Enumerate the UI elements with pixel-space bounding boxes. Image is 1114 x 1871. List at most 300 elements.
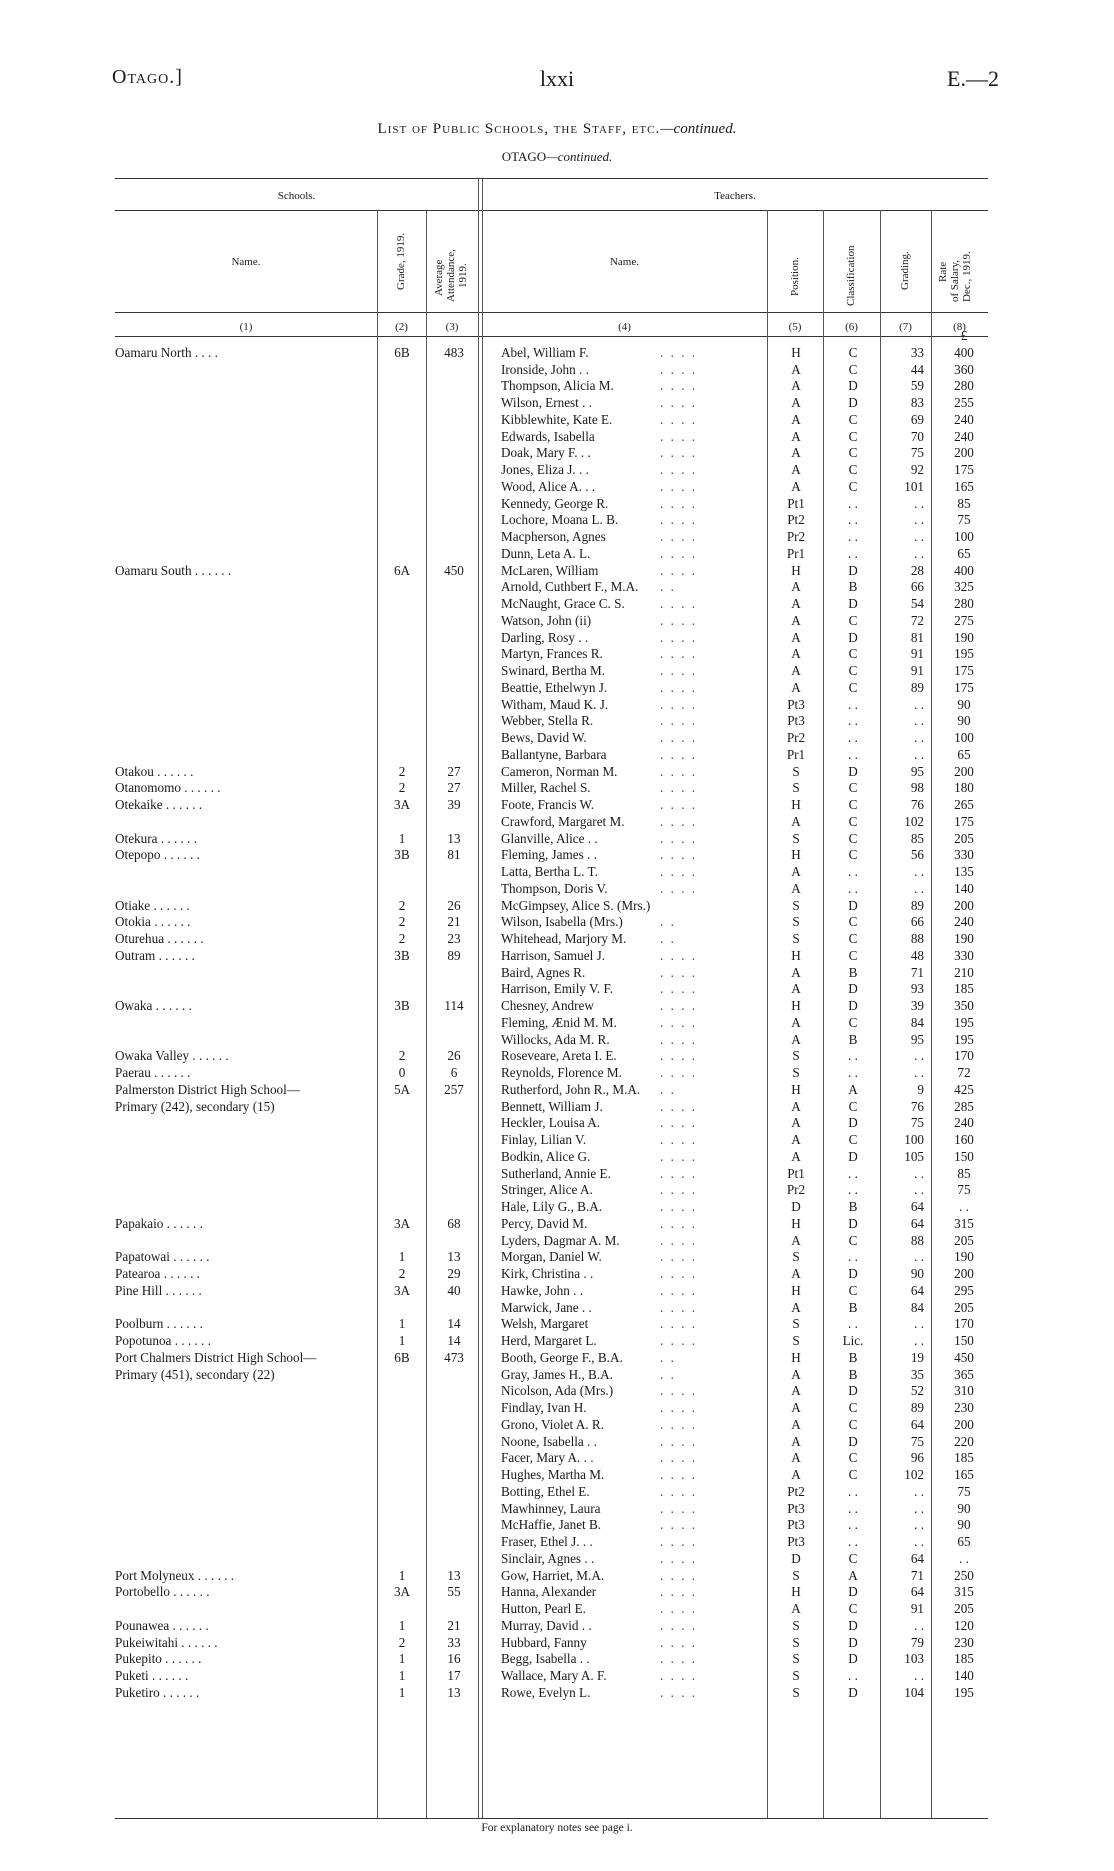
teacher-name-cell: Foote, Francis W. <box>501 797 595 812</box>
header-group-rule <box>115 210 988 211</box>
position-cell: A <box>791 1433 801 1449</box>
grading-cell: 71 <box>910 964 924 980</box>
grading-cell: 95 <box>910 1031 924 1047</box>
position-cell: A <box>791 378 801 394</box>
school-cell: Puketiro . . . . . . <box>115 1684 200 1700</box>
table-row <box>115 1685 988 1702</box>
salary-cell: 250 <box>954 1567 974 1583</box>
grade-cell: 6B <box>394 1349 410 1365</box>
position-header: Position. <box>789 257 801 296</box>
salary-cell: 205 <box>954 1299 974 1315</box>
grade-cell: 3A <box>393 1282 411 1298</box>
leader-dots: . . . . <box>660 964 698 980</box>
position-cell: A <box>791 428 801 444</box>
table-row <box>115 663 988 680</box>
school-cell: Oamaru South . . . . . . <box>115 562 232 578</box>
position-cell: A <box>791 361 801 377</box>
grading-cell: 90 <box>910 1266 924 1281</box>
table-row <box>115 1300 988 1317</box>
table-row <box>115 1249 988 1266</box>
table-row <box>115 1283 988 1300</box>
salary-cell: 175 <box>954 813 974 829</box>
attendance-cell: 473 <box>444 1349 464 1365</box>
footer-note: For explanatory notes see page i. <box>481 1822 633 1834</box>
teacher-name-cell: Hutton, Pearl E. <box>501 1601 586 1616</box>
teacher-name-cell: Macpherson, Agnes <box>501 529 606 544</box>
grade-cell: 2 <box>398 897 406 913</box>
grade-cell: 5A <box>393 1081 411 1097</box>
teacher-name-cell: Wilson, Isabella (Mrs.) <box>501 914 623 930</box>
position-cell: S <box>792 1249 800 1265</box>
grading-cell: . . <box>914 1483 924 1499</box>
salary-cell: 210 <box>954 964 974 980</box>
teacher-name-cell: Harrison, Samuel J. <box>501 947 606 963</box>
salary-cell: 265 <box>954 797 974 812</box>
salary-cell: 200 <box>954 445 974 461</box>
leader-dots: . . . . <box>660 696 698 712</box>
leader-dots: . . . . <box>660 1215 698 1231</box>
position-cell: H <box>791 1282 801 1298</box>
grading-cell: 72 <box>910 612 924 628</box>
salary-cell: 75 <box>957 1182 971 1198</box>
attendance-cell: 14 <box>447 1316 461 1332</box>
position-cell: A <box>791 478 801 494</box>
school-cell: Port Molyneux . . . . . . <box>115 1567 235 1583</box>
leader-dots: . . . . <box>660 981 698 997</box>
classification-cell: . . <box>848 1500 858 1516</box>
leader-dots: . . . . <box>660 1299 698 1315</box>
leader-dots: . . . . <box>660 1333 698 1348</box>
salary-cell: 165 <box>954 1467 974 1482</box>
classification-cell: C <box>848 931 858 946</box>
teacher-name-cell: Kibblewhite, Kate E. <box>501 411 613 427</box>
grading-cell: . . <box>914 512 924 528</box>
table-row <box>115 1350 988 1367</box>
table-row <box>115 797 988 814</box>
teacher-name-cell: Lochore, Moana L. B. <box>501 512 619 528</box>
leader-dots: . . . . <box>660 1132 698 1147</box>
col-number-8: (8) <box>953 321 966 333</box>
attendance-cell: 81 <box>447 847 461 863</box>
classification-cell: . . <box>848 1534 858 1549</box>
table-row <box>115 1601 988 1618</box>
grading-cell: 69 <box>910 411 924 427</box>
classification-cell: D <box>848 1433 858 1449</box>
teacher-name-cell: Begg, Isabella . . <box>501 1651 590 1667</box>
leader-dots: . . . . <box>660 1584 698 1600</box>
attendance-cell: 89 <box>447 947 461 963</box>
table-row <box>115 1668 988 1685</box>
salary-cell: 285 <box>954 1098 974 1114</box>
position-cell: H <box>791 562 801 578</box>
leader-dots: . . . . <box>660 1534 698 1549</box>
table-row <box>115 680 988 697</box>
school-cell: Owaka Valley . . . . . . <box>115 1048 229 1064</box>
leader-dots: . . . . <box>660 1098 698 1114</box>
salary-cell: 330 <box>954 947 974 963</box>
grading-cell: 48 <box>910 947 924 963</box>
grading-cell: 59 <box>910 378 924 394</box>
grading-cell: 92 <box>910 462 924 477</box>
leader-dots: . . . . <box>660 763 698 779</box>
position-cell: A <box>791 445 801 461</box>
attendance-cell: 27 <box>447 763 461 779</box>
table-row <box>115 345 988 362</box>
leader-dots: . . . . <box>660 679 698 695</box>
salary-cell: 165 <box>954 478 974 494</box>
position-cell: Pt2 <box>787 1483 805 1499</box>
salary-cell: 135 <box>954 864 974 879</box>
teacher-name-cell: Fleming, Ænid M. M. <box>501 1014 617 1030</box>
grading-cell: 66 <box>910 579 924 595</box>
position-cell: S <box>792 1651 800 1667</box>
school-cell: Portobello . . . . . . <box>115 1584 210 1600</box>
leader-dots: . . . . <box>660 1182 698 1198</box>
table-row <box>115 1501 988 1518</box>
position-cell: A <box>791 864 801 879</box>
grading-cell: . . <box>914 730 924 745</box>
teacher-name-cell: Sinclair, Agnes . . <box>501 1550 595 1566</box>
page-subtitle-suffix: —continued. <box>546 149 613 164</box>
attendance-cell: 21 <box>447 1617 461 1633</box>
grading-cell: 52 <box>910 1383 924 1399</box>
classification-cell: . . <box>848 1182 858 1198</box>
col-number-1: (1) <box>239 321 253 333</box>
schools-group-heading: Schools. <box>277 190 316 202</box>
grading-cell: . . <box>914 1316 924 1332</box>
salary-cell: 140 <box>954 1668 974 1683</box>
position-cell: H <box>791 1584 801 1600</box>
salary-cell: 195 <box>954 646 974 662</box>
position-cell: A <box>791 629 801 645</box>
page-subtitle <box>0 149 1114 165</box>
school-cell: Otokia . . . . . . <box>115 914 191 930</box>
leader-dots: . . . . <box>660 1550 698 1566</box>
salary-cell: 240 <box>954 428 974 444</box>
position-cell: Pr1 <box>786 746 806 762</box>
classification-cell: D <box>848 378 858 394</box>
position-cell: A <box>791 1266 801 1281</box>
position-cell: H <box>791 947 801 963</box>
leader-dots: . . . . <box>660 612 698 628</box>
school-cell: Otekura . . . . . . <box>115 830 198 846</box>
position-cell: H <box>791 1349 801 1365</box>
position-cell: A <box>791 1014 801 1030</box>
salary-cell: . . <box>959 1199 969 1214</box>
teacher-name-cell: Witham, Maud K. J. <box>501 696 609 712</box>
teacher-name-cell: Hughes, Martha M. <box>501 1467 605 1482</box>
grading-cell: . . <box>914 1534 924 1549</box>
leader-dots: . . . . <box>660 880 698 896</box>
table-row <box>115 1032 988 1049</box>
position-cell: A <box>791 646 801 662</box>
school-name-header: Name. <box>231 256 261 268</box>
attendance-header-line3: 1919. <box>457 263 469 288</box>
running-header-left: Otago.] <box>112 66 183 88</box>
grading-cell: 64 <box>910 1215 924 1231</box>
classification-cell: C <box>848 478 858 494</box>
grading-cell: 35 <box>910 1366 924 1382</box>
table-row <box>115 1400 988 1417</box>
position-cell: A <box>791 1299 801 1315</box>
grading-cell: . . <box>914 696 924 712</box>
salary-header-line2: of Salary, <box>949 259 961 302</box>
salary-cell: 330 <box>954 847 974 863</box>
grading-cell: 44 <box>910 361 924 377</box>
salary-cell: 160 <box>954 1132 974 1147</box>
salary-cell: 190 <box>954 629 974 645</box>
leader-dots: . . . . <box>660 1601 698 1616</box>
position-cell: S <box>792 1617 800 1633</box>
grading-cell: 56 <box>910 847 924 863</box>
leader-dots: . . . . <box>660 1416 698 1432</box>
salary-cell: 150 <box>954 1148 974 1164</box>
grading-cell: 104 <box>904 1684 924 1700</box>
attendance-header-line1: Average <box>433 259 445 296</box>
teacher-name-cell: Darling, Rosy . . <box>501 629 589 645</box>
salary-cell: 450 <box>954 1349 974 1365</box>
attendance-cell: 13 <box>447 1684 461 1700</box>
teacher-name-cell: Jones, Eliza J. . . <box>501 462 589 477</box>
classification-cell: . . <box>848 1065 858 1080</box>
grade-cell: 1 <box>398 1651 406 1667</box>
position-cell: H <box>791 998 801 1013</box>
school-cell: Papakaio . . . . . . <box>115 1215 203 1231</box>
position-cell: A <box>791 596 801 611</box>
teacher-name-cell: McGimpsey, Alice S. (Mrs.) <box>501 897 651 913</box>
grading-cell: 76 <box>910 797 924 812</box>
school-cell: Primary (451), secondary (22) <box>115 1366 275 1382</box>
table-row <box>115 898 988 915</box>
classification-cell: D <box>848 596 858 611</box>
classification-cell: C <box>848 1232 858 1248</box>
teacher-name-cell: McNaught, Grace C. S. <box>501 596 625 611</box>
grading-cell: 85 <box>910 830 924 846</box>
teacher-name-cell: Fraser, Ethel J. . . <box>501 1534 593 1549</box>
classification-cell: B <box>848 579 858 595</box>
salary-cell: 200 <box>954 1266 974 1281</box>
grading-cell: 88 <box>910 1232 924 1248</box>
school-cell: Poolburn . . . . . . <box>115 1316 203 1332</box>
classification-cell: C <box>848 344 858 360</box>
position-cell: Pt2 <box>787 512 805 528</box>
leader-dots: . . . . <box>660 746 698 762</box>
grade-cell: 1 <box>398 1617 406 1633</box>
classification-cell: . . <box>848 529 858 544</box>
teacher-name-cell: Willocks, Ada M. R. <box>501 1031 610 1047</box>
classification-cell: C <box>848 813 858 829</box>
position-cell: A <box>791 411 801 427</box>
salary-cell: 175 <box>954 663 974 678</box>
teacher-name-cell: Latta, Bertha L. T. <box>501 864 598 879</box>
grading-cell: 79 <box>910 1634 924 1650</box>
classification-cell: C <box>848 1014 858 1030</box>
teacher-name-cell: Swinard, Bertha M. <box>501 663 606 678</box>
table-top-rule <box>115 178 988 179</box>
grading-cell: 105 <box>904 1148 924 1164</box>
salary-cell: 205 <box>954 1232 974 1248</box>
salary-cell: 100 <box>954 529 974 544</box>
salary-cell: 190 <box>954 931 974 946</box>
grading-cell: . . <box>914 1048 924 1064</box>
classification-cell: . . <box>848 1483 858 1499</box>
classification-cell: C <box>848 1467 858 1482</box>
table-row <box>115 579 988 596</box>
leader-dots: . . . . <box>660 512 698 528</box>
classification-cell: D <box>848 1651 858 1667</box>
position-cell: A <box>791 813 801 829</box>
table-row <box>115 1333 988 1350</box>
position-cell: S <box>792 1048 800 1064</box>
leader-dots: . . . . <box>660 646 698 662</box>
attendance-cell: 23 <box>447 931 461 946</box>
leader-dots: . . . . <box>660 545 698 561</box>
position-cell: Pt3 <box>787 713 805 729</box>
classification-cell: C <box>848 462 858 477</box>
table-row <box>115 1082 988 1099</box>
salary-cell: 140 <box>954 880 974 896</box>
position-cell: S <box>792 1065 800 1080</box>
grading-cell: 19 <box>910 1349 924 1365</box>
position-cell: Pt1 <box>787 495 805 511</box>
salary-cell: 195 <box>954 1014 974 1030</box>
classification-cell: C <box>848 1450 858 1466</box>
teacher-name-cell: Fleming, James . . <box>501 847 597 863</box>
grade-cell: 1 <box>398 830 406 846</box>
grading-cell: . . <box>914 1065 924 1080</box>
table-row <box>115 1417 988 1434</box>
salary-cell: 195 <box>954 1031 974 1047</box>
table-row <box>115 1182 988 1199</box>
attendance-cell: 14 <box>447 1333 461 1348</box>
classification-cell: C <box>848 445 858 461</box>
table-body <box>115 328 988 1702</box>
teacher-name-cell: Ironside, John . . <box>501 361 589 377</box>
teacher-name-cell: Chesney, Andrew <box>501 998 594 1013</box>
salary-cell: 315 <box>954 1215 974 1231</box>
school-cell: Otepopo . . . . . . <box>115 847 200 863</box>
leader-dots: . . . . <box>660 562 698 578</box>
classification-cell: D <box>848 1215 858 1231</box>
table-row <box>115 479 988 496</box>
table-row <box>115 378 988 395</box>
attendance-cell: 27 <box>447 780 461 796</box>
salary-cell: 400 <box>954 344 974 360</box>
grading-cell: 76 <box>910 1098 924 1114</box>
school-cell: Puketi . . . . . . <box>115 1668 189 1683</box>
leader-dots: . . . . <box>660 1483 698 1499</box>
grading-cell: 89 <box>910 1400 924 1415</box>
salary-cell: 85 <box>957 495 971 511</box>
table-row <box>115 395 988 412</box>
grading-cell: 64 <box>910 1199 924 1214</box>
teacher-name-cell: Edwards, Isabella <box>501 428 595 444</box>
table-row <box>115 764 988 781</box>
leader-dots: . . . . <box>660 1014 698 1030</box>
attendance-cell: 39 <box>447 797 461 812</box>
school-cell: Primary (242), secondary (15) <box>115 1098 275 1114</box>
table-row <box>115 697 988 714</box>
classification-cell: B <box>848 1349 858 1365</box>
classification-cell: . . <box>848 746 858 762</box>
teacher-name-cell: Nicolson, Ada (Mrs.) <box>501 1383 614 1399</box>
grading-cell: . . <box>914 713 924 729</box>
salary-cell: 400 <box>954 562 974 578</box>
position-cell: Pt1 <box>787 1165 805 1181</box>
table-row <box>115 1467 988 1484</box>
school-cell: Paerau . . . . . . <box>115 1065 191 1080</box>
grading-cell: 95 <box>910 763 924 779</box>
position-cell: A <box>791 679 801 695</box>
salary-cell: 205 <box>954 830 974 846</box>
header-bottom-rule <box>115 312 988 313</box>
table-row <box>115 730 988 747</box>
teacher-name-cell: Wood, Alice A. . . <box>501 478 596 494</box>
leader-dots: . . . . <box>660 713 698 729</box>
leader-dots: . . . . <box>660 1651 698 1667</box>
grade-cell: 2 <box>398 931 406 946</box>
school-cell: Outram . . . . . . <box>115 947 195 963</box>
teacher-name-cell: Baird, Agnes R. <box>501 964 586 980</box>
attendance-cell: 26 <box>447 1048 461 1064</box>
classification-cell: C <box>848 1550 858 1566</box>
leader-dots: . . . . <box>660 1266 698 1281</box>
teacher-name-cell: Percy, David M. <box>501 1215 588 1231</box>
leader-dots: . . <box>660 1349 676 1365</box>
classification-cell: . . <box>848 495 858 511</box>
classification-cell: D <box>848 562 858 578</box>
table-row <box>115 981 988 998</box>
salary-header-line1: Rate <box>937 261 949 282</box>
grading-cell: . . <box>914 864 924 879</box>
classification-cell: . . <box>848 713 858 729</box>
classification-cell: D <box>848 998 858 1013</box>
col-number-4: (4) <box>618 321 631 333</box>
position-cell: H <box>791 1215 801 1231</box>
attendance-cell: 17 <box>447 1668 461 1683</box>
leader-dots: . . . . <box>660 1433 698 1449</box>
grading-cell: 9 <box>917 1081 924 1097</box>
position-cell: Pt3 <box>787 1500 805 1516</box>
teacher-name-cell: Kirk, Christina . . <box>501 1266 594 1281</box>
grading-cell: . . <box>914 1617 924 1633</box>
table-row <box>115 931 988 948</box>
table-row <box>115 1166 988 1183</box>
teacher-name-cell: Arnold, Cuthbert F., M.A. <box>501 579 639 595</box>
salary-cell: 170 <box>954 1316 974 1332</box>
salary-cell: 65 <box>957 545 971 561</box>
page-title-main: List of Public Schools, the Staff, etc. <box>377 121 661 137</box>
leader-dots: . . <box>660 931 676 946</box>
classification-cell: . . <box>848 864 858 879</box>
teacher-name-cell: Wallace, Mary A. F. <box>501 1668 607 1683</box>
classification-cell: A <box>848 1081 858 1097</box>
grading-cell: 100 <box>904 1132 924 1147</box>
leader-dots: . . . . <box>660 1165 698 1181</box>
grading-cell: 75 <box>910 445 924 461</box>
table-row <box>115 1216 988 1233</box>
table-row <box>115 914 988 931</box>
leader-dots: . . . . <box>660 1115 698 1131</box>
teacher-name-cell: Miller, Rachel S. <box>501 780 591 796</box>
teacher-name-cell: McLaren, William <box>501 562 599 578</box>
table-row <box>115 613 988 630</box>
grading-cell: . . <box>914 1333 924 1348</box>
leader-dots: . . . . <box>660 1148 698 1164</box>
salary-cell: 170 <box>954 1048 974 1064</box>
table-row <box>115 1618 988 1635</box>
salary-cell: 75 <box>957 512 971 528</box>
